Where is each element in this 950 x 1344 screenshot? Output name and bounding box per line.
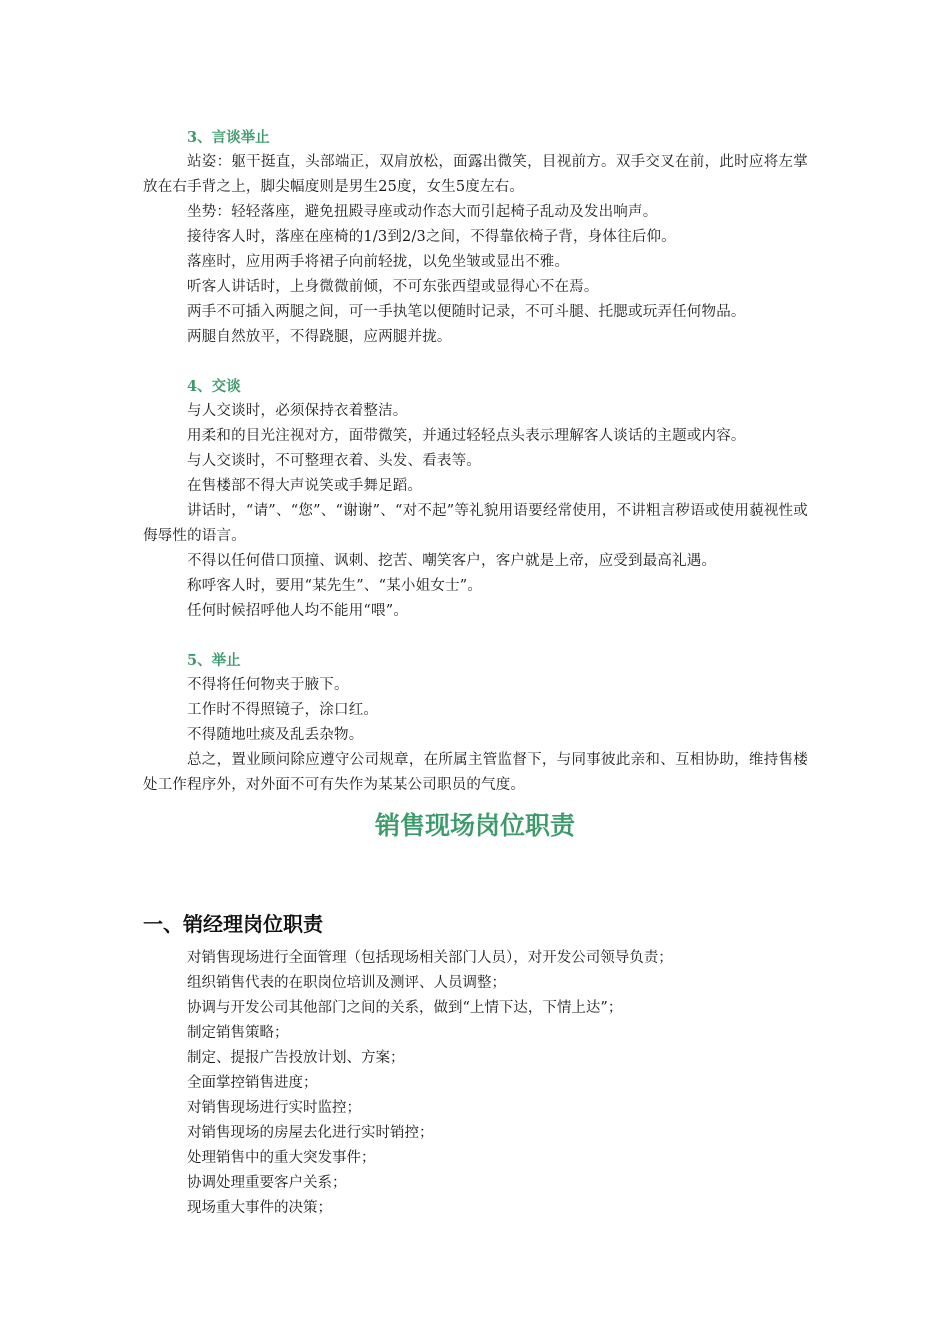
paragraph: 称呼客人时，要用“某先生”、“某小姐女士”。: [187, 578, 483, 594]
list-item: 对销售现场进行全面管理（包括现场相关部门人员），对开发公司领导负责；: [187, 950, 673, 966]
paragraph: 在售楼部不得大声说笑或手舞足蹈。: [187, 478, 423, 494]
paragraph: 不得随地吐痰及乱丢杂物。: [187, 727, 364, 743]
section-5-body: [143, 673, 808, 798]
list-item: 对销售现场的房屋去化进行实时销控；: [187, 1125, 434, 1141]
paragraph: 两手不可插入两腿之间，可一手执笔以便随时记录，不可斗腿、托腮或玩弄任何物品。: [187, 304, 746, 320]
section-heading-manager-duties: 一、销经理岗位职责: [143, 912, 323, 936]
paragraph: 听客人讲话时，上身微微前倾，不可东张西望或显得心不在焉。: [187, 279, 599, 295]
list-item: 对销售现场进行实时监控；: [187, 1100, 361, 1116]
section-heading-4: 4、交谈: [187, 378, 241, 395]
list-item: 协调处理重要客户关系；: [187, 1175, 347, 1191]
paragraph: 接待客人时，落座在座椅的1/3到2/3之间，不得靠依椅子背，身体往后仰。: [187, 229, 676, 245]
page-title: 销售现场岗位职责: [374, 811, 575, 840]
list-item: 全面掌控销售进度；: [187, 1075, 318, 1091]
paragraph: 总之，置业顾问除应遵守公司规章，在所属主管监督下，与同事彼此亲和、互相协助，维持售楼处工作程序外，对外面不可有失作为某某公司职员的气度。: [143, 752, 808, 793]
paragraph: 与人交谈时，不可整理衣着、头发、看表等。: [187, 453, 481, 469]
paragraph: 不得以任何借口顶撞、讽刺、挖苦、嘲笑客户，客户就是上帝，应受到最高礼遇。: [187, 553, 717, 569]
paragraph: 两腿自然放平，不得跷腿，应两腿并拢。: [187, 329, 452, 345]
paragraph: 工作时不得照镜子，涂口红。: [187, 702, 379, 718]
section-heading-3: 3、言谈举止: [187, 129, 270, 146]
duties-list: [187, 946, 807, 1221]
paragraph: 讲话时，“请”、“您”、“谢谢”、“对不起”等礼貌用语要经常使用，不讲粗言秽语或使用藐视性或侮辱性的语言。: [143, 503, 808, 544]
list-item: 制定、提报广告投放计划、方案；: [187, 1050, 405, 1066]
section-heading-5: 5、举止: [187, 652, 241, 669]
paragraph: 任何时候招呼他人均不能用“喂”。: [187, 603, 409, 619]
list-item: 组织销售代表的在职岗位培训及测评、人员调整；: [187, 975, 506, 991]
list-item: 协调与开发公司其他部门之间的关系，做到“上情下达，下情上达”；: [187, 1000, 623, 1016]
list-item: 制定销售策略；: [187, 1025, 289, 1041]
section-4-body: [143, 399, 808, 624]
paragraph: 落座时，应用两手将裙子向前轻拢，以免坐皱或显出不雅。: [187, 254, 570, 270]
paragraph: 站姿：躯干挺直，头部端正，双肩放松，面露出微笑，目视前方。双手交叉在前，此时应将左掌放在右手背之上，脚尖幅度则是男生25度，女生5度左右。: [143, 154, 808, 195]
list-item: 现场重大事件的决策；: [187, 1200, 332, 1216]
paragraph: 用柔和的目光注视对方，面带微笑，并通过轻轻点头表示理解客人谈话的主题或内容。: [187, 428, 746, 444]
paragraph: 坐势：轻轻落座，避免扭殿寻座或动作态大而引起椅子乱动及发出响声。: [187, 204, 658, 220]
list-item: 处理销售中的重大突发事件；: [187, 1150, 376, 1166]
section-3-body: [143, 150, 808, 350]
paragraph: 与人交谈时，必须保持衣着整洁。: [187, 403, 408, 419]
paragraph: 不得将任何物夹于腋下。: [187, 677, 349, 693]
